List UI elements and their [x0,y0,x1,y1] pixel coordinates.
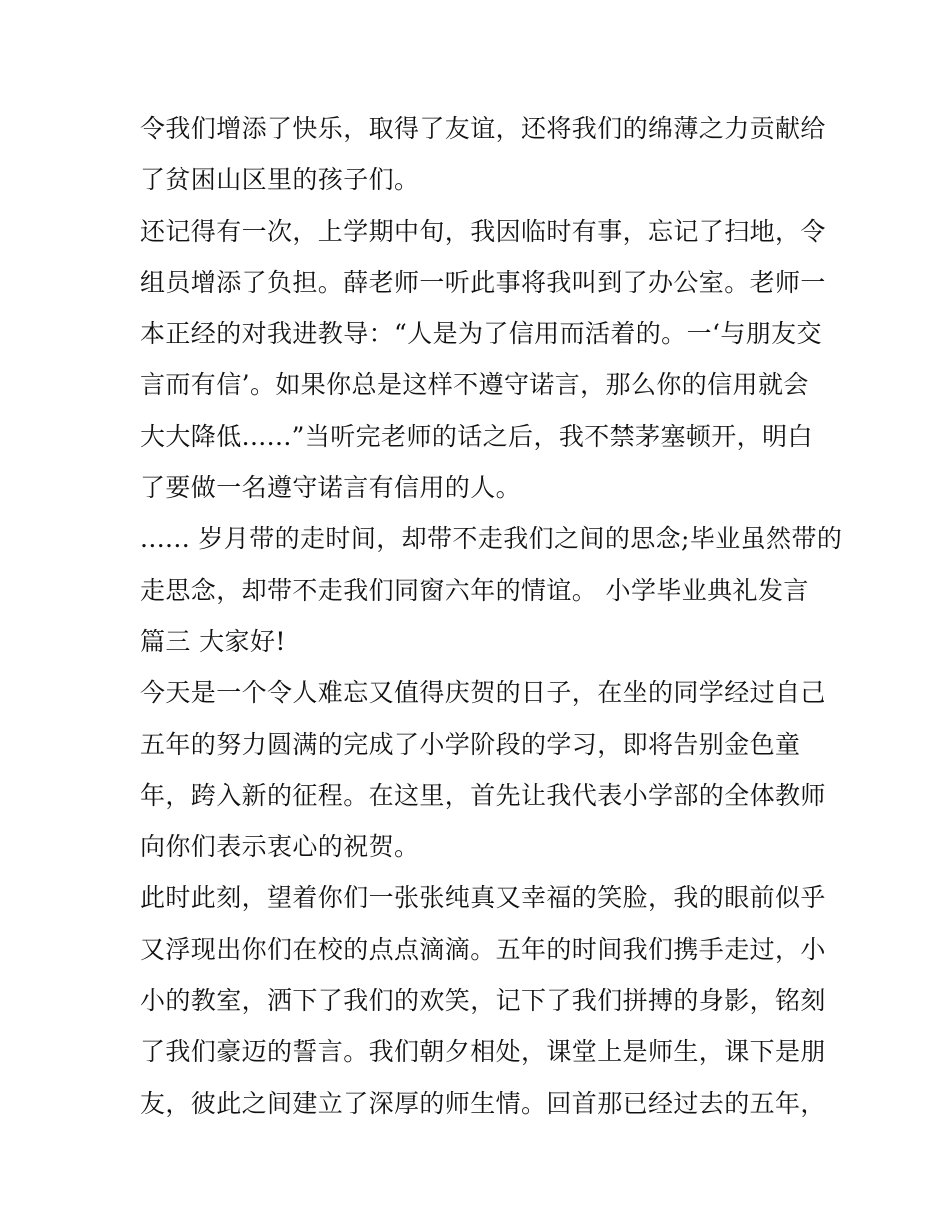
text-line: 又浮现出你们在校的点点滴滴。五年的时间我们携手走过，小 [140,934,826,964]
text-line: 篇三 大家好! [140,626,286,656]
text-line: 向你们表示衷心的祝贺。 [140,832,420,862]
text-line: ...... 岁月带的走时间，却带不走我们之间的思念;毕业虽然带的 [140,524,843,554]
text-line: 了贫困山区里的孩子们。 [140,165,420,195]
text-line: 五年的努力圆满的完成了小学阶段的学习，即将告别金色童 [140,729,801,759]
text-line: 大大降低......”当听完老师的话之后，我不禁茅塞顿开，明白 [140,421,813,451]
text-line: 本正经的对我进教导：“人是为了信用而活着的。一‘与朋友交 [140,319,822,349]
text-line: 还记得有一次，上学期中旬，我因临时有事，忘记了扫地，令 [140,216,826,246]
text-line: 组员增添了负担。薛老师一听此事将我叫到了办公室。老师一 [140,267,826,297]
text-line: 了要做一名遵守诺言有信用的人。 [140,473,522,503]
text-line: 年，跨入新的征程。在这里，首先让我代表小学部的全体教师 [140,780,826,810]
text-line: 此时此刻，望着你们一张张纯真又幸福的笑脸，我的眼前似乎 [140,883,826,913]
text-line: 友，彼此之间建立了深厚的师生情。回首那已经过去的五年， [140,1088,826,1118]
text-line: 了我们豪迈的誓言。我们朝夕相处，课堂上是师生，课下是朋 [140,1037,826,1067]
document-body [140,103,843,1129]
text-line: 小的教室，洒下了我们的欢笑，记下了我们拼搏的身影，铭刻 [140,986,826,1016]
text-line: 今天是一个令人难忘又值得庆贺的日子，在坐的同学经过自己 [140,678,826,708]
text-line: 走思念，却带不走我们同窗六年的情谊。 小学毕业典礼发言 [140,575,809,605]
text-line: 言而有信’。如果你总是这样不遵守诺言，那么你的信用就会 [140,370,809,400]
text-line: 令我们增添了快乐，取得了友谊，还将我们的绵薄之力贡献给 [140,114,826,143]
